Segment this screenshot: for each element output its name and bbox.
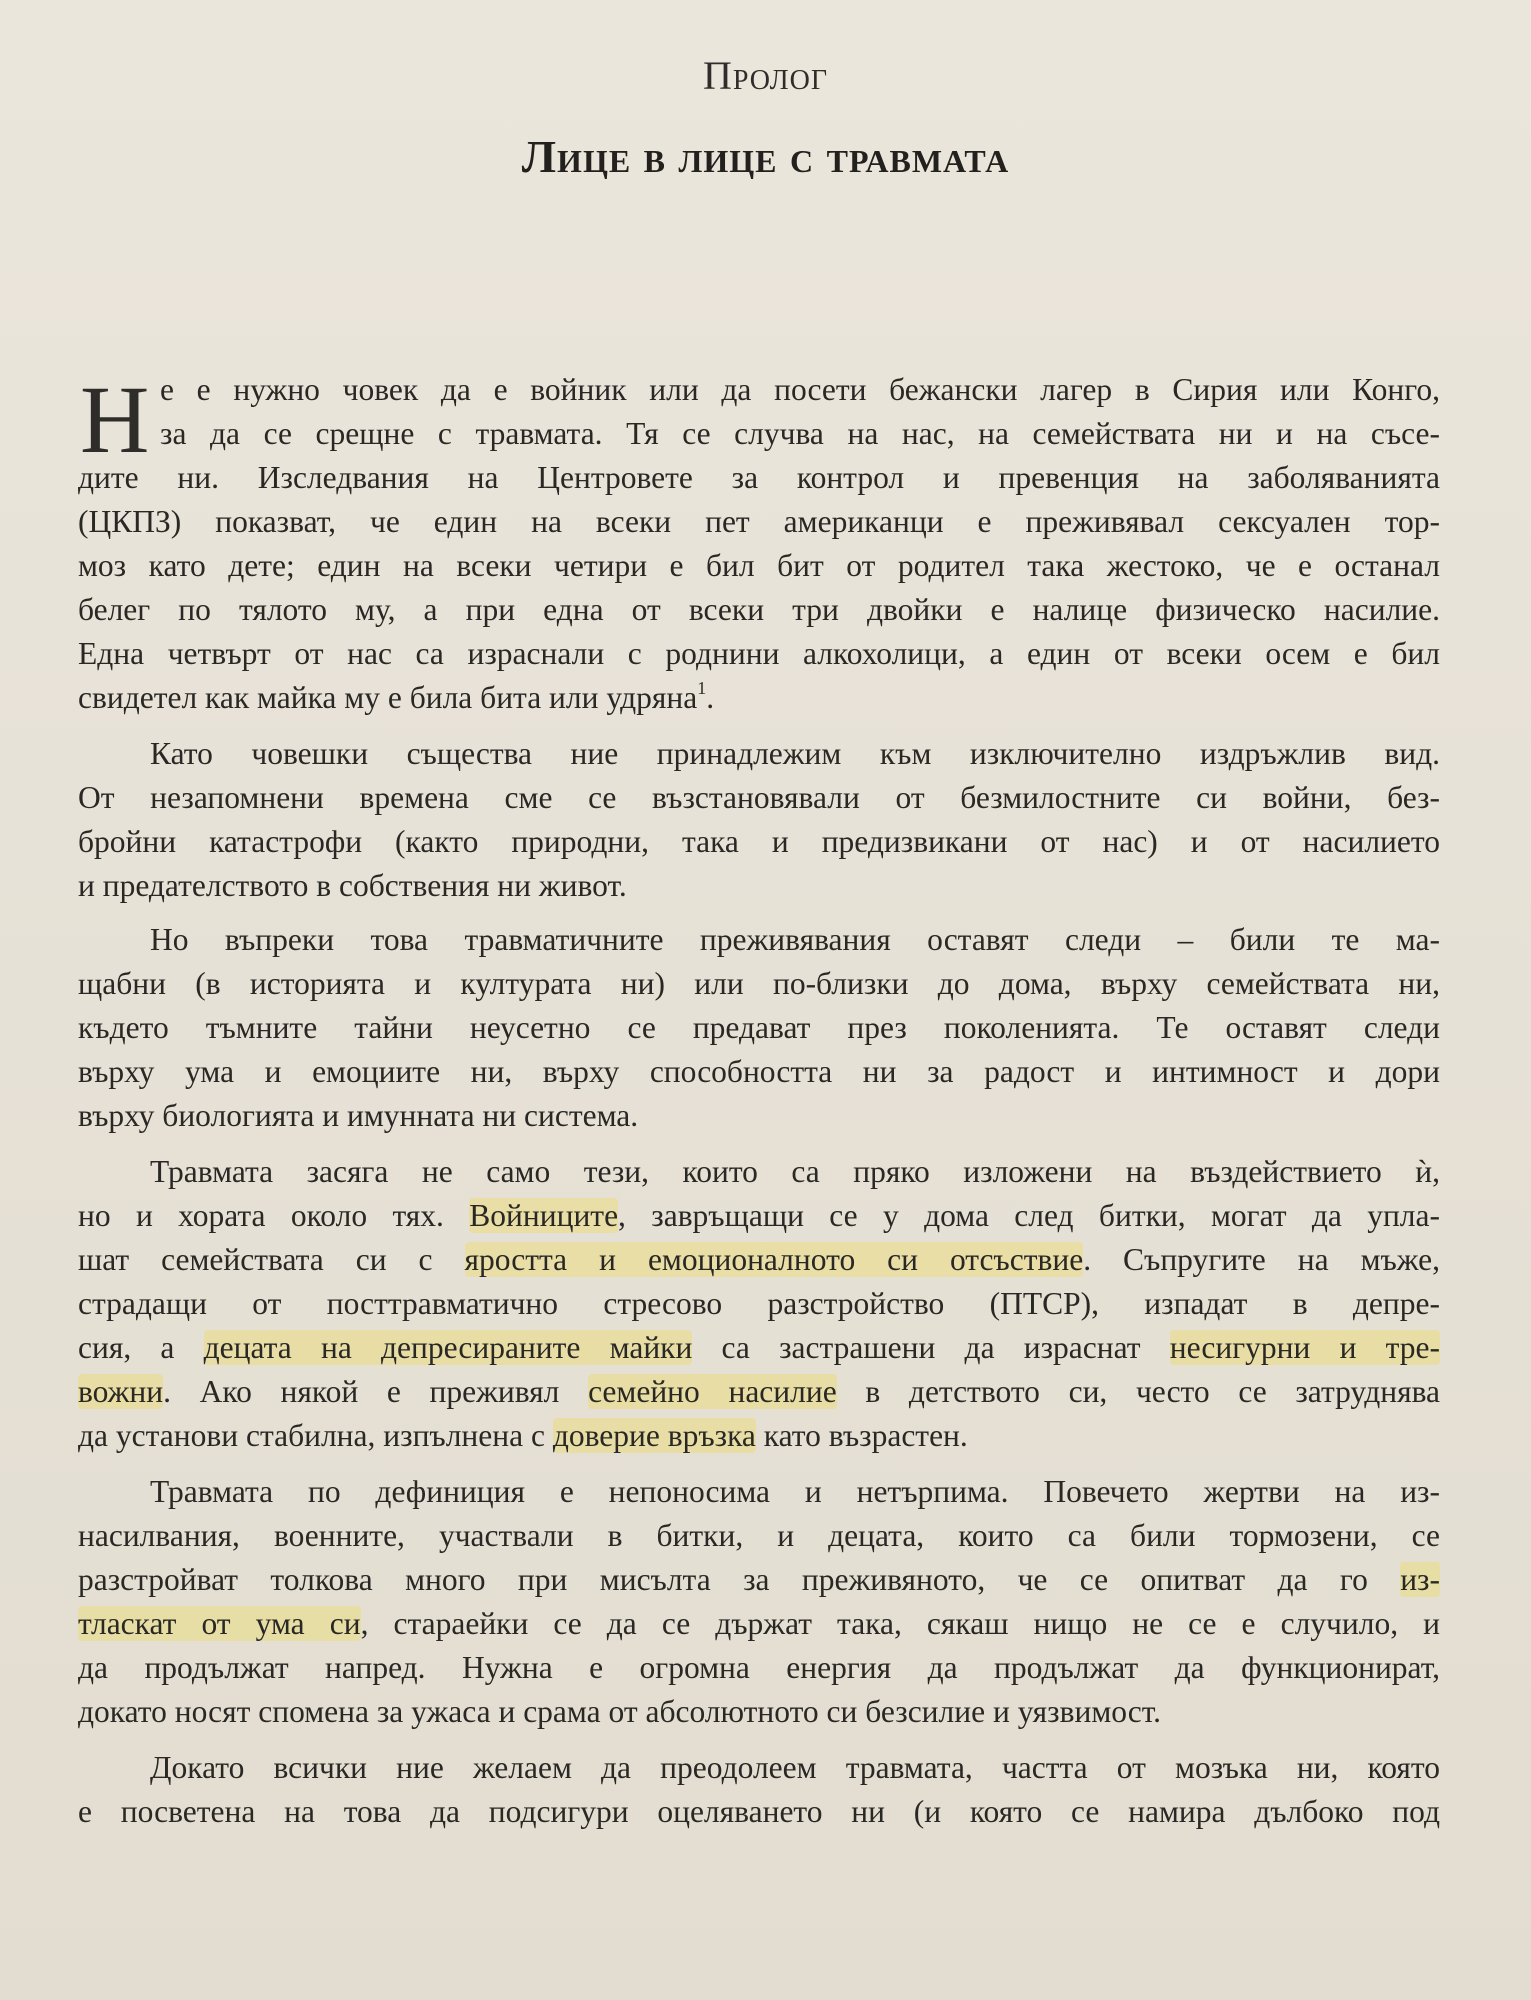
text-span: са застрашени да израснат — [692, 1330, 1170, 1365]
text-line — [78, 1414, 1440, 1458]
text-line: да продължат напред. Нужна е огромна енергия да продължат да функционират, — [78, 1650, 1440, 1685]
text-span: , стараейки се да се държат така, сякаш нищо не се е случило, и — [360, 1606, 1440, 1641]
highlighted-text: несигурни и тре- — [1169, 1330, 1440, 1365]
text-line: бройни катастрофи (както природни, така и предизвикани от нас) и от насилието — [78, 824, 1440, 859]
text-line: (ЦКПЗ) показват, че един на всеки пет американци е преживявал сексуален тор- — [78, 504, 1440, 539]
text-line — [78, 1370, 1440, 1414]
highlighted-text: Войниците — [469, 1198, 619, 1233]
text-line: върху ума и емоциите ни, върху способността ни за радост и интимност и дори — [78, 1054, 1440, 1089]
highlighted-text: тласкат от ума си — [78, 1606, 361, 1641]
text-line: и предателството в собствения ни живот. — [78, 868, 627, 903]
text-span: разстройват толкова много при мисълта за преживяното, че се опитват да го — [78, 1562, 1401, 1597]
text-span: като възрастен. — [755, 1418, 968, 1453]
text-line: дите ни. Изследвания на Центровете за контрол и превенция на заболяванията — [78, 460, 1440, 495]
text-line — [78, 1326, 1440, 1370]
text-span: . — [706, 680, 715, 715]
text-line: за да се срещне с травмата. Тя се случва на нас, на семействата ни и на съсе- — [160, 416, 1440, 451]
highlighted-text: из- — [1400, 1562, 1440, 1597]
highlighted-text: вожни — [78, 1374, 164, 1409]
text-line: Докато всички ние желаем да преодолеем травмата, частта от мозъка ни, която — [150, 1750, 1440, 1785]
drop-cap: Н — [80, 366, 150, 473]
text-line: насилвания, военните, участвали в битки, и децата, които са били тормозени, се — [78, 1518, 1440, 1553]
text-line: докато носят спомена за ужаса и срама от абсолютното си безсилие и уязвимост. — [78, 1694, 1162, 1729]
text-line: Като човешки същества ние принадлежим към изключително издръжлив вид. — [150, 736, 1440, 771]
text-line: От незапомнени времена сме се възстановявали от безмилостните си войни, без- — [78, 780, 1440, 815]
text-line — [78, 1194, 1440, 1238]
text-span: , завръщащи се у дома след битки, могат да упла- — [618, 1198, 1440, 1233]
highlighted-text: семейно насилие — [588, 1374, 837, 1409]
highlighted-text: децата на депресираните майки — [203, 1330, 693, 1365]
chapter-label: Пролог — [702, 53, 829, 98]
highlighted-text: яростта и емоционалното си отсъствие — [464, 1242, 1084, 1277]
footnote-ref: 1 — [697, 678, 707, 698]
chapter-title: Лице в лице с травмата — [521, 131, 1010, 182]
text-line: щабни (в историята и културата ни) или по-близки до дома, върху семействата ни, — [78, 966, 1440, 1001]
text-span: но и хората около тях. — [78, 1198, 470, 1233]
text-line: върху биологията и имунната ни система. — [78, 1098, 639, 1133]
text-line: Но въпреки това травматичните преживявания оставят следи – били те ма- — [150, 922, 1440, 957]
text-span: сия, а — [78, 1330, 204, 1365]
text-span: в детството си, често се затруднява — [836, 1374, 1441, 1409]
text-span: . Ако някой е преживял — [163, 1374, 589, 1409]
text-line — [78, 676, 1440, 720]
text-line — [78, 1238, 1440, 1282]
text-line — [78, 1602, 1440, 1646]
text-line: Травмата по дефиниция е непоносима и нетърпима. Повечето жертви на из- — [150, 1474, 1440, 1509]
text-line — [78, 1558, 1440, 1602]
text-line: моз като дете; един на всеки четири е бил бит от родител така жестоко, че е останал — [78, 548, 1440, 583]
text-line: е е нужно човек да е войник или да посети бежански лагер в Сирия или Конго, — [160, 372, 1440, 407]
text-span: да установи стабилна, изпълнена с — [78, 1418, 553, 1453]
text-line: е посветена на това да подсигури оцеляването ни (и която се намира дълбоко под — [78, 1794, 1440, 1829]
text-line: белег по тялото му, а при една от всеки три двойки е налице физическо насилие. — [78, 592, 1440, 627]
text-span: свидетел как майка му е била бита или удряна — [78, 680, 698, 715]
text-line: където тъмните тайни неусетно се предават през поколенията. Те оставят следи — [78, 1010, 1440, 1045]
text-span: . Съпругите на мъже, — [1083, 1242, 1440, 1277]
highlighted-text: доверие връзка — [552, 1418, 756, 1453]
text-line: Травмата засяга не само тези, които са пряко изложени на въздействието ѝ, — [150, 1154, 1440, 1189]
text-span: шат семействата си с — [78, 1242, 465, 1277]
text-line: страдащи от посттравматично стресово разстройство (ПТСР), изпадат в депре- — [78, 1286, 1440, 1321]
text-line: Една четвърт от нас са израснали с роднини алкохолици, а един от всеки осем е бил — [78, 636, 1440, 671]
